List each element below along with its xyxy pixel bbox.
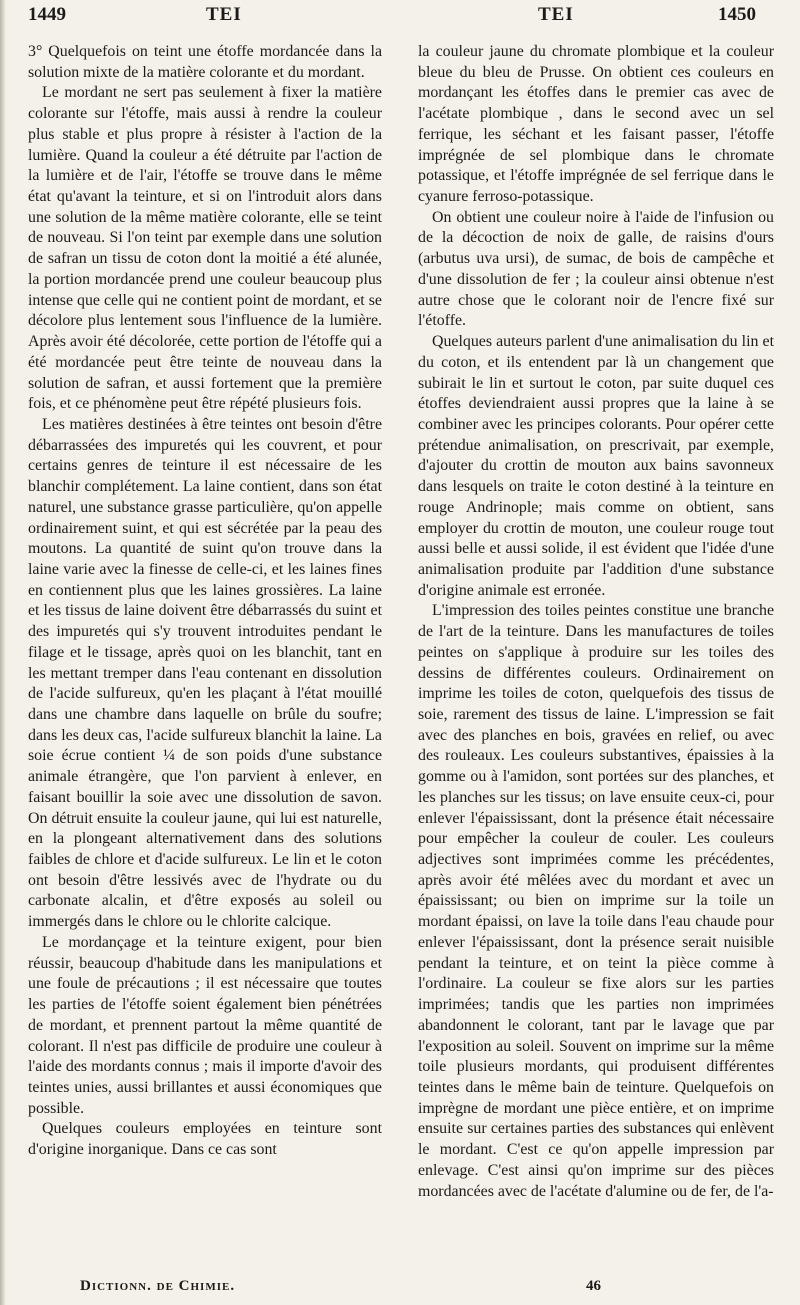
left-running-head: TEI — [206, 4, 242, 25]
right-text-column — [418, 42, 774, 1202]
paragraph: Quelques couleurs employées en teinture sont d'origine inorganique. Dans ce cas sont — [28, 1120, 382, 1159]
paragraph: la couleur jaune du chromate plombique et la couleur bleue du bleu de Prusse. On obtient ces couleurs en mordançant les étoffes dans le premier cas avec de l'acétate plombique , dans le second avec un sel ferrique, les séchant et les faisant passer, l'étoffe imprégnée de sel plombique dans le chromate potassique, et l'étoffe imprégnée de sel ferrique dans le cyanure ferroso-potassique. — [418, 43, 774, 206]
footer-signature-number: 46 — [586, 1278, 601, 1294]
footer-book-title: Dictionn. de Chimie. — [80, 1278, 236, 1294]
paragraph: Le mordançage et la teinture exigent, pour bien réussir, beaucoup d'habitude dans les manipulations et une foule de précautions ; il est nécessaire que toutes les parties de l'étoffe soient également bien pénétrées de mordant, et prennent partout la même quantité de colorant. Il n'est pas difficile de produire une couleur à l'aide des mordants connus ; mais il importe d'avoir des teintes unies, aussi brillantes et aussi économiques que possible. — [28, 933, 382, 1117]
paragraph: 3° Quelquefois on teint une étoffe mordancée dans la solution mixte de la matière colorante et du mordant. — [28, 43, 382, 81]
paragraph: Le mordant ne sert pas seulement à fixer la matière colorante sur l'étoffe, mais aussi à rendre la couleur plus stable et plus propre à résister à l'action de la lumière. Quand la couleur a été détruite par l'action de la lumière et de l'air, l'étoffe se trouve dans le même état qu'avant la teinture, et si on l'introduit alors dans une solution de la même matière colorante, elle se teint de nouveau. Si l'on teint par exemple dans une solution de safran un tissu de coton dont la moitié a été alunée, la portion mordancée prend une couleur beaucoup plus intense que celle qui ne contient point de mordant, et se décolore plus lentement sous l'influence de la lumière. Après avoir été décolorée, cette portion de l'étoffe qui a été mordancée peut être teinte de nouveau dans la solution de safran, et aussi fortement que la première fois, et ce phénomène peut être répété plusieurs fois. — [28, 84, 382, 413]
right-page-number: 1450 — [718, 4, 756, 25]
page-binding-shadow — [0, 0, 6, 1305]
paragraph: L'impression des toiles peintes constitue une branche de l'art de la teinture. Dans les manufactures de toiles peintes on s'applique à produire sur les toiles des dessins de différentes couleurs. Ordinairement on imprime les toiles de coton, quelquefois des tissus de soie, rarement des tissus de laine. L'impression se fait avec des planches en bois, gravées en relief, ou avec des rouleaux. Les couleurs substantives, épaissies à la gomme ou à l'amidon, sont portées sur des planches, et les planches sur les tissus; on lave ensuite ceux-ci, pour enlever l'épaississant, dont la présence était nécessaire pour empêcher la couleur de couler. Les couleurs adjectives sont imprimées comme les précédentes, après avoir été mêlées avec du mordant et avec un épaississant; ou bien on imprime sur la toile un mordant épaissi, on lave la toile dans l'eau chaude pour enlever l'épaississant, dont la présence serait nuisible pendant la teinture, et on teint la pièce comme à l'ordinaire. La couleur se fixe alors sur les parties imprimées; tandis que les parties non imprimées abandonnent le colorant, tant par le lavage que par l'exposition au soleil. Souvent on imprime sur la même toile plusieurs mordants, qui produisent différentes teintes dans le même bain de teinture. Quelquefois on imprègne de mordant une pièce entière, et on imprime ensuite sur certaines parties des substances qui enlèvent le mordant. C'est ce qu'on appelle impression par enlevage. C'est ainsi qu'on imprime sur des pièces mordancées avec de l'acétate d'alumine ou de fer, de l'a- — [418, 602, 774, 1200]
left-page-number: 1449 — [28, 4, 66, 25]
left-text-column — [28, 42, 382, 1161]
paragraph: Les matières destinées à être teintes ont besoin d'être débarrassées des impuretés qui les couvrent, et pour certains genres de teinture il est nécessaire de les blanchir complétement. La laine contient, dans son état naturel, une substance grasse particulière, qu'on appelle ordinairement suint, et qui est sécrétée par la peau des moutons. La quantité de suint qu'on trouve dans la laine varie avec la finesse de celle-ci, et les laines fines en contiennent plus que les laines grossières. La laine et les tissus de laine doivent être débarrassés du suint et des impuretés qui s'y trouvent introduites pendant le filage et le tissage, après quoi on les blanchit, tant en les mettant tremper dans l'eau contenant en dissolution de l'acide sulfureux, qu'en les plaçant à l'état mouillé dans une chambre dans laquelle on brûle du soufre; dans les deux cas, l'acide sulfureux blanchit la laine. La soie écrue contient ¼ de son poids d'une substance animale étrangère, que l'on parvient à enlever, en faisant bouillir la soie avec une dissolution de savon. On détruit ensuite la couleur jaune, qui lui est naturelle, en la plongeant alternativement dans des solutions faibles de chlore et d'acide sulfureux. Le lin et le coton ont besoin d'être lessivés avec de l'hydrate ou du carbonate alcalin, et d'être exposés au soleil ou immergés dans le chlore ou le chlorite calcique. — [28, 415, 382, 931]
paragraph: Quelques auteurs parlent d'une animalisation du lin et du coton, et ils entendent par là un changement que subirait le lin et surtout le coton, par suite duquel ces étoffes deviendraient aussi propres que la laine à se combiner avec les principes colorants. Pour opérer cette prétendue animalisation, on prescrivait, par exemple, d'ajouter du crottin de mouton aux bains savonneux dans lesquels on traite le coton destiné à la teinture en rouge Andrinople; mais comme on obtient, sans employer du crottin de mouton, une couleur rouge tout aussi belle et aussi solide, il est évident que l'idée d'une animalisation produite par l'addition d'une substance d'origine animale est erronée. — [418, 333, 774, 599]
right-running-head: TEI — [538, 4, 574, 25]
paragraph: On obtient une couleur noire à l'aide de l'infusion ou de la décoction de noix de galle, de raisins d'ours (arbutus uva ursi), de sumac, de bois de campêche et d'une dissolution de fer ; la couleur ainsi obtenue n'est autre chose que le colorant noir de l'encre fixé sur l'étoffe. — [418, 208, 774, 330]
